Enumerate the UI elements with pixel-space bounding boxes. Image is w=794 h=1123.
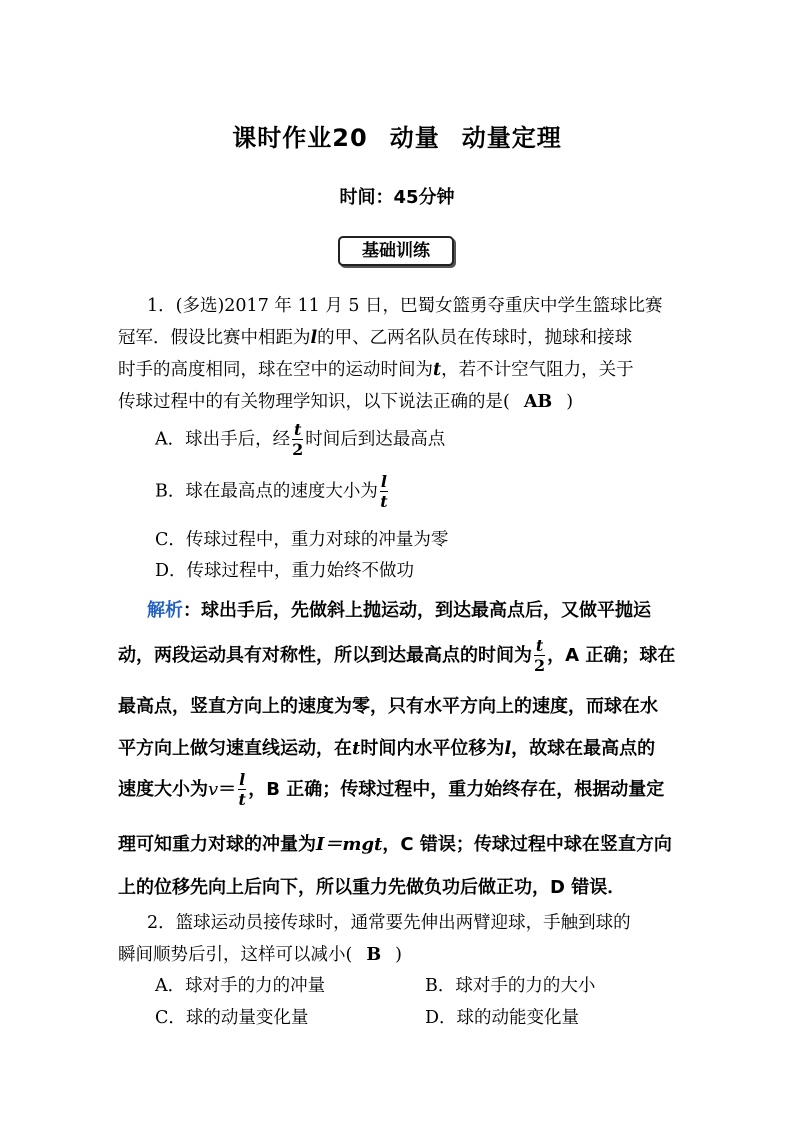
var-l: l (310, 328, 318, 348)
q1-line-3-text-a: 时手的高度相同，球在空中的运动时间为 (118, 360, 433, 380)
q2-line-2-text-b: ) (395, 945, 402, 965)
q1-line-2-text-b: 的甲、乙两名队员在传球时，抛球和接球 (317, 328, 633, 348)
analysis-line-5-text-b: ，B 正确；传球过程中，重力始终存在，根据动量定 (248, 779, 665, 800)
section-badge: 基础训练 (338, 236, 454, 266)
analysis-line-6-text-a: 理可知重力对球的冲量为 (118, 834, 316, 855)
fraction-numerator: t (294, 420, 302, 439)
var-t: t (433, 360, 442, 380)
q2-line-2-text-a: 瞬间顺势后引，这样可以减小( (118, 945, 353, 965)
analysis-line-2-text-a: 动，两段运动具有对称性，所以到达最高点的时间为 (118, 645, 532, 666)
q2-line-2 (118, 941, 402, 966)
fraction-denominator: 2 (292, 440, 304, 459)
q1-line-4-text-b: ) (566, 392, 574, 412)
q1-option-a (155, 422, 445, 458)
analysis-line-6-text-b: ，C 错误；传球过程中球在竖直方向 (382, 834, 672, 855)
title-part2: 动量定理 (461, 124, 562, 152)
q2-option-a: A．球对手的力的冲量 (155, 976, 326, 996)
analysis-line-1-text: ：球出手后，先做斜上抛运动，到达最高点后，又做平抛运 (183, 600, 651, 621)
q1-line-2 (118, 324, 632, 349)
fraction-denominator: 2 (534, 656, 546, 675)
title-main: 课时作业20 (232, 124, 368, 152)
fraction-l-over-t (238, 772, 246, 808)
fraction-t-over-2 (292, 422, 303, 458)
analysis-line-7: 上的位移先向上后向下，所以重力先做负功后做正功，D 错误． (118, 877, 626, 898)
q1-option-a-text-b: 时间后到达最高点 (305, 429, 446, 450)
equals-sign: ＝ (218, 779, 237, 800)
analysis-line-3: 最高点，竖直方向上的速度为零，只有水平方向上的速度，而球在水 (118, 696, 658, 717)
q1-option-a-text-a: A．球出手后，经 (155, 429, 291, 450)
var-t: t (352, 738, 361, 759)
q1-option-c: C．传球过程中，重力对球的冲量为零 (155, 530, 449, 550)
fraction-t-over-2 (534, 638, 545, 674)
analysis-line-2-text-b: ，A 正确；球在 (547, 645, 676, 666)
analysis-line-5-text-a: 速度大小为 (118, 779, 208, 800)
fraction-numerator: l (239, 770, 246, 789)
q2-line-1: 2．篮球运动员接传球时，通常要先伸出两臂迎球，手触到球的 (147, 913, 631, 933)
fraction-numerator: t (535, 636, 544, 655)
q1-line-3 (118, 356, 634, 381)
fraction-numerator: l (380, 472, 387, 491)
q1-line-1: 1．(多选)2017 年 11 月 5 日，巴蜀女篮勇夺重庆中学生篮球比赛 (147, 296, 663, 316)
q2-option-d: D．球的动能变化量 (425, 1008, 580, 1028)
q1-line-4 (118, 388, 573, 413)
fraction-denominator: t (238, 790, 246, 809)
title-part1: 动量 (389, 124, 440, 152)
q1-option-d: D．传球过程中，重力始终不做功 (155, 561, 415, 581)
analysis-line-4-text-a: 平方向上做匀速直线运动，在 (118, 738, 352, 759)
analysis-line-2 (118, 638, 675, 674)
var-l: l (504, 738, 512, 759)
q1-option-b (155, 474, 390, 510)
analysis-line-1 (147, 596, 651, 622)
page-title (0, 118, 794, 153)
time-label: 时间：45分钟 (339, 187, 455, 208)
analysis-line-4-text-b: 时间内水平位移为 (360, 738, 505, 759)
q2-option-b: B．球对手的力的大小 (425, 976, 596, 996)
impulse-formula: I＝mgt (316, 834, 383, 855)
analysis-line-6 (118, 830, 672, 856)
q1-line-2-text-a: 冠军．假设比赛中相距为 (118, 328, 311, 348)
analysis-line-4 (118, 734, 655, 760)
q2-option-c: C．球的动量变化量 (155, 1008, 309, 1028)
q1-line-3-text-b: ，若不计空气阻力，关于 (441, 360, 634, 380)
analysis-line-4-text-c: ，故球在最高点的 (511, 738, 656, 759)
fraction-denominator: t (380, 492, 388, 511)
q1-line-4-text-a: 传球过程中的有关物理学知识，以下说法正确的是( (118, 392, 510, 412)
q2-answer: B (366, 945, 382, 965)
q1-answer: AB (523, 392, 553, 412)
analysis-label: 解析 (147, 600, 183, 621)
q1-option-b-text: B．球在最高点的速度大小为 (155, 481, 378, 502)
var-v: v (208, 779, 219, 800)
fraction-l-over-t (380, 474, 388, 510)
analysis-line-5 (118, 772, 664, 808)
